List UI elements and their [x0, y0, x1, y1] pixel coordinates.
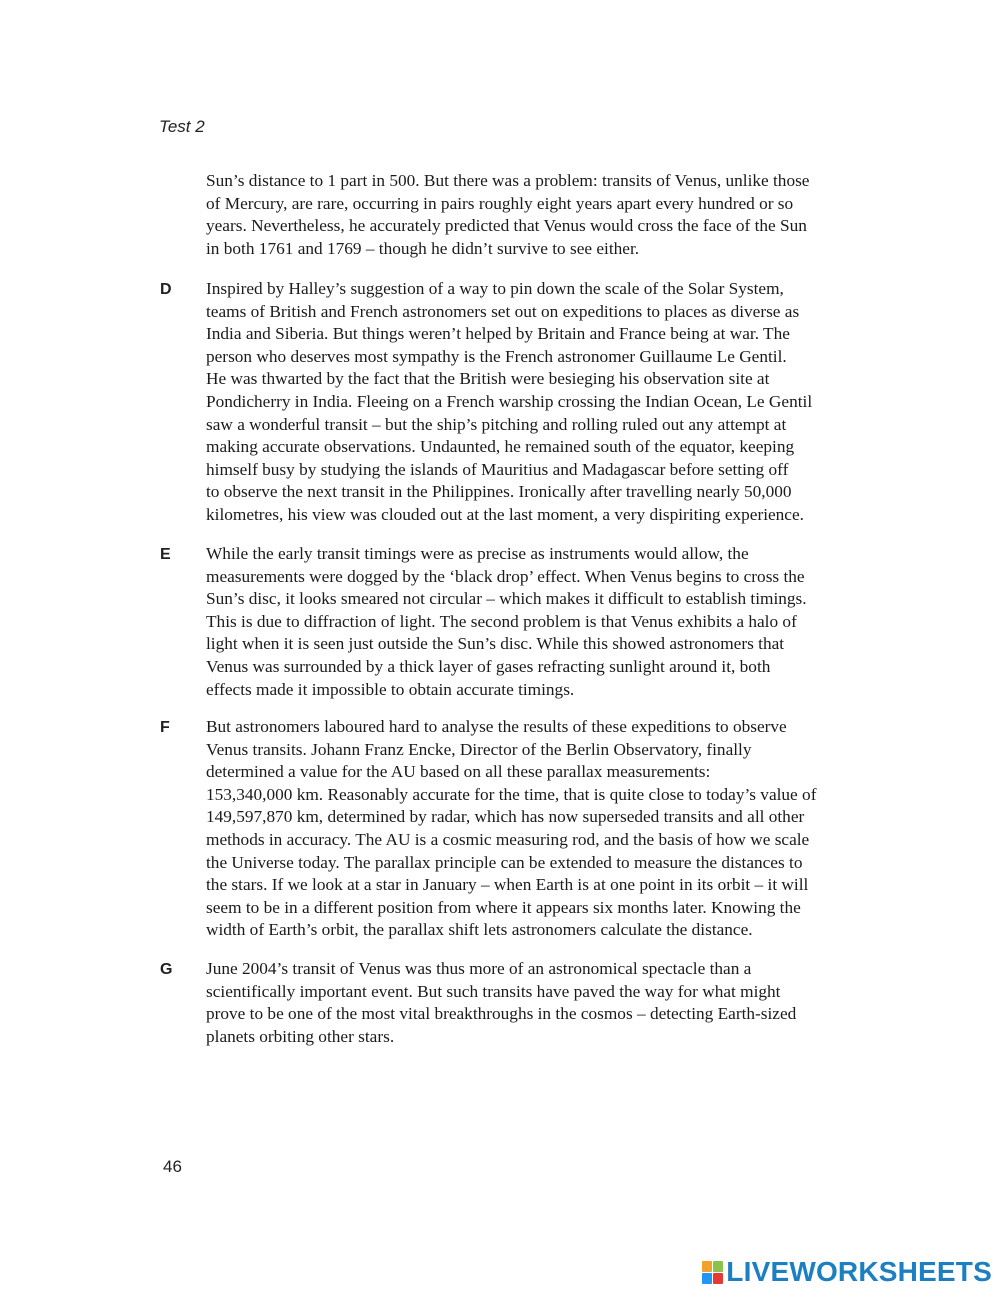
text-line: Pondicherry in India. Fleeing on a French warship crossing the Indian Ocean, Le Gentil — [206, 391, 813, 411]
text-line: of Mercury, are rare, occurring in pairs roughly eight years apart every hundred or so — [206, 193, 794, 213]
text-line: effects made it impossible to obtain accurate timings. — [206, 679, 575, 699]
text-line: But astronomers laboured hard to analyse the results of these expeditions to observe — [206, 717, 787, 736]
text-line: Sun’s distance to 1 part in 500. But there was a problem: transits of Venus, unlike those — [206, 171, 810, 190]
text-line: saw a wonderful transit – but the ship’s pitching and rolling ruled out any attempt at — [206, 414, 787, 434]
paragraph-lines — [206, 958, 876, 1048]
paragraph-letter: F — [160, 719, 170, 736]
paragraph-letter: D — [160, 281, 172, 298]
text-line: planets orbiting other stars. — [206, 1026, 395, 1046]
text-line: 149,597,870 km, determined by radar, which has now superseded transits and all other — [206, 807, 805, 827]
text-line: kilometres, his view was clouded out at the last moment, a very dispiriting experience. — [206, 504, 804, 524]
paragraph-letter: G — [160, 961, 173, 978]
text-line: himself busy by studying the islands of Mauritius and Madagascar before setting off — [206, 459, 789, 479]
text-line: This is due to diffraction of light. The second problem is that Venus exhibits a halo of — [206, 611, 797, 631]
brand-name: LIVEWORKSHEETS — [726, 1256, 992, 1287]
brand-cell — [713, 1261, 723, 1272]
paragraph-lines — [206, 716, 876, 942]
brand-cell — [702, 1261, 712, 1272]
text-line: the stars. If we look at a star in January – when Earth is at one point in its orbit – it will — [206, 875, 809, 895]
text-line: the Universe today. The parallax principle can be extended to measure the distances to — [206, 852, 803, 872]
text-line: He was thwarted by the fact that the British were besieging his observation site at — [206, 369, 770, 389]
text-line: While the early transit timings were as precise as instruments would allow, the — [206, 544, 749, 563]
text-line: width of Earth’s orbit, the parallax shift lets astronomers calculate the distance. — [206, 920, 753, 940]
text-line: determined a value for the AU based on all these parallax measurements: — [206, 762, 711, 782]
text-line: light when it is seen just outside the Sun’s disc. While this showed astronomers that — [206, 634, 785, 654]
paragraph-letter: E — [160, 546, 171, 563]
text-line: India and Siberia. But things weren’t helped by Britain and France being at war. The — [206, 324, 790, 344]
page-number: 46 — [163, 1157, 182, 1176]
text-line: Sun’s disc, it looks smeared not circular – which makes it difficult to establish timings. — [206, 589, 807, 609]
paragraph-lines — [206, 543, 876, 701]
text-line: Venus was surrounded by a thick layer of gases refracting sunlight around it, both — [206, 656, 771, 676]
text-line: June 2004’s transit of Venus was thus more of an astronomical spectacle than a — [206, 959, 752, 978]
brand-grid-icon — [702, 1261, 723, 1284]
text-line: methods in accuracy. The AU is a cosmic measuring rod, and the basis of how we scale — [206, 829, 810, 849]
text-line: seem to be in a different position from where it appears six months later. Knowing the — [206, 897, 801, 917]
liveworksheets-logo[interactable] — [702, 1256, 992, 1288]
paragraph-lines — [206, 278, 876, 527]
text-line: to observe the next transit in the Philippines. Ironically after travelling nearly 50,000 — [206, 482, 792, 502]
text-line: prove to be one of the most vital breakthroughs in the cosmos – detecting Earth-sized — [206, 1004, 797, 1024]
text-line: Inspired by Halley’s suggestion of a way to pin down the scale of the Solar System, — [206, 279, 784, 298]
text-line: person who deserves most sympathy is the French astronomer Guillaume Le Gentil. — [206, 346, 787, 366]
text-line: scientifically important event. But such transits have paved the way for what might — [206, 981, 781, 1001]
paragraph-lines — [206, 170, 876, 260]
text-line: teams of British and French astronomers set out on expeditions to places as diverse as — [206, 301, 800, 321]
brand-cell — [713, 1273, 723, 1284]
text-line: Venus transits. Johann Franz Encke, Director of the Berlin Observatory, finally — [206, 739, 752, 759]
brand-cell — [702, 1273, 712, 1284]
page-header: Test 2 — [159, 117, 205, 136]
text-line: measurements were dogged by the ‘black drop’ effect. When Venus begins to cross the — [206, 566, 805, 586]
text-line: making accurate observations. Undaunted, he remained south of the equator, keeping — [206, 437, 795, 457]
text-line: 153,340,000 km. Reasonably accurate for the time, that is quite close to today’s value of — [206, 784, 817, 804]
text-line: in both 1761 and 1769 – though he didn’t survive to see either. — [206, 238, 640, 258]
text-line: years. Nevertheless, he accurately predicted that Venus would cross the face of the Sun — [206, 216, 807, 236]
